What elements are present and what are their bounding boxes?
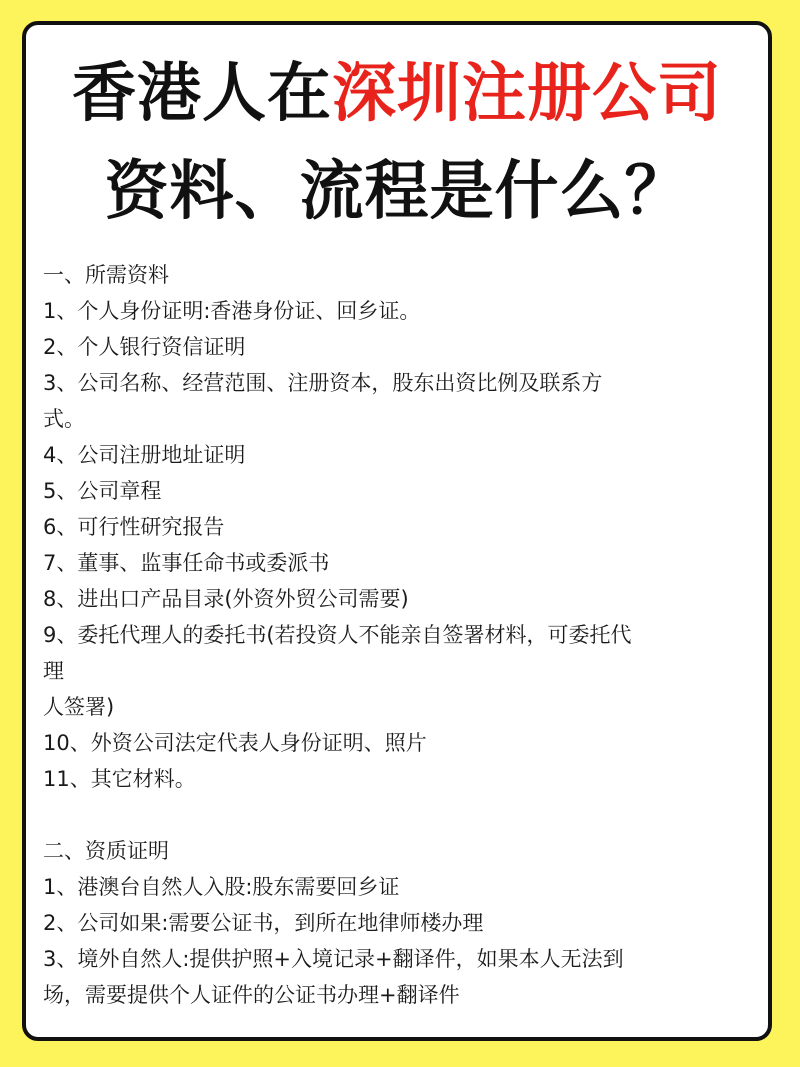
list-item: 8、进出口产品目录(外资外贸公司需要) <box>43 587 409 611</box>
list-item: 式。 <box>43 407 85 431</box>
list-item: 9、委托代理人的委托书(若投资人不能亲自签署材料，可委托代 <box>43 623 632 647</box>
list-item: 11、其它材料。 <box>43 767 196 791</box>
section2-heading: 二、资质证明 <box>43 839 169 863</box>
list-item: 3、境外自然人:提供护照+入境记录+翻译件，如果本人无法到 <box>43 947 624 971</box>
body-text <box>43 257 753 1013</box>
content-card <box>22 21 772 1041</box>
title-prefix: 香港人在 <box>72 57 332 131</box>
title-highlight: 深圳注册公司 <box>332 57 722 131</box>
list-item: 人签署) <box>43 695 115 719</box>
page-title-line2: 资料、流程是什么？ <box>104 155 690 229</box>
list-item: 3、公司名称、经营范围、注册资本，股东出资比例及联系方 <box>43 371 603 395</box>
list-item: 5、公司章程 <box>43 479 162 503</box>
list-item: 10、外资公司法定代表人身份证明、照片 <box>43 731 427 755</box>
list-item: 6、可行性研究报告 <box>43 515 225 539</box>
list-item: 7、董事、监事任命书或委派书 <box>43 551 330 575</box>
list-item: 理 <box>43 659 64 683</box>
list-item: 1、港澳台自然人入股:股东需要回乡证 <box>43 875 400 899</box>
list-item: 2、个人银行资信证明 <box>43 335 246 359</box>
list-item: 1、个人身份证明:香港身份证、回乡证。 <box>43 299 421 323</box>
list-item: 4、公司注册地址证明 <box>43 443 246 467</box>
section1-heading: 一、所需资料 <box>43 263 169 287</box>
page-title-line1 <box>26 57 768 131</box>
list-item: 2、公司如果:需要公证书，到所在地律师楼办理 <box>43 911 484 935</box>
list-item: 场，需要提供个人证件的公证书办理+翻译件 <box>43 983 460 1007</box>
section-spacer <box>43 797 753 833</box>
